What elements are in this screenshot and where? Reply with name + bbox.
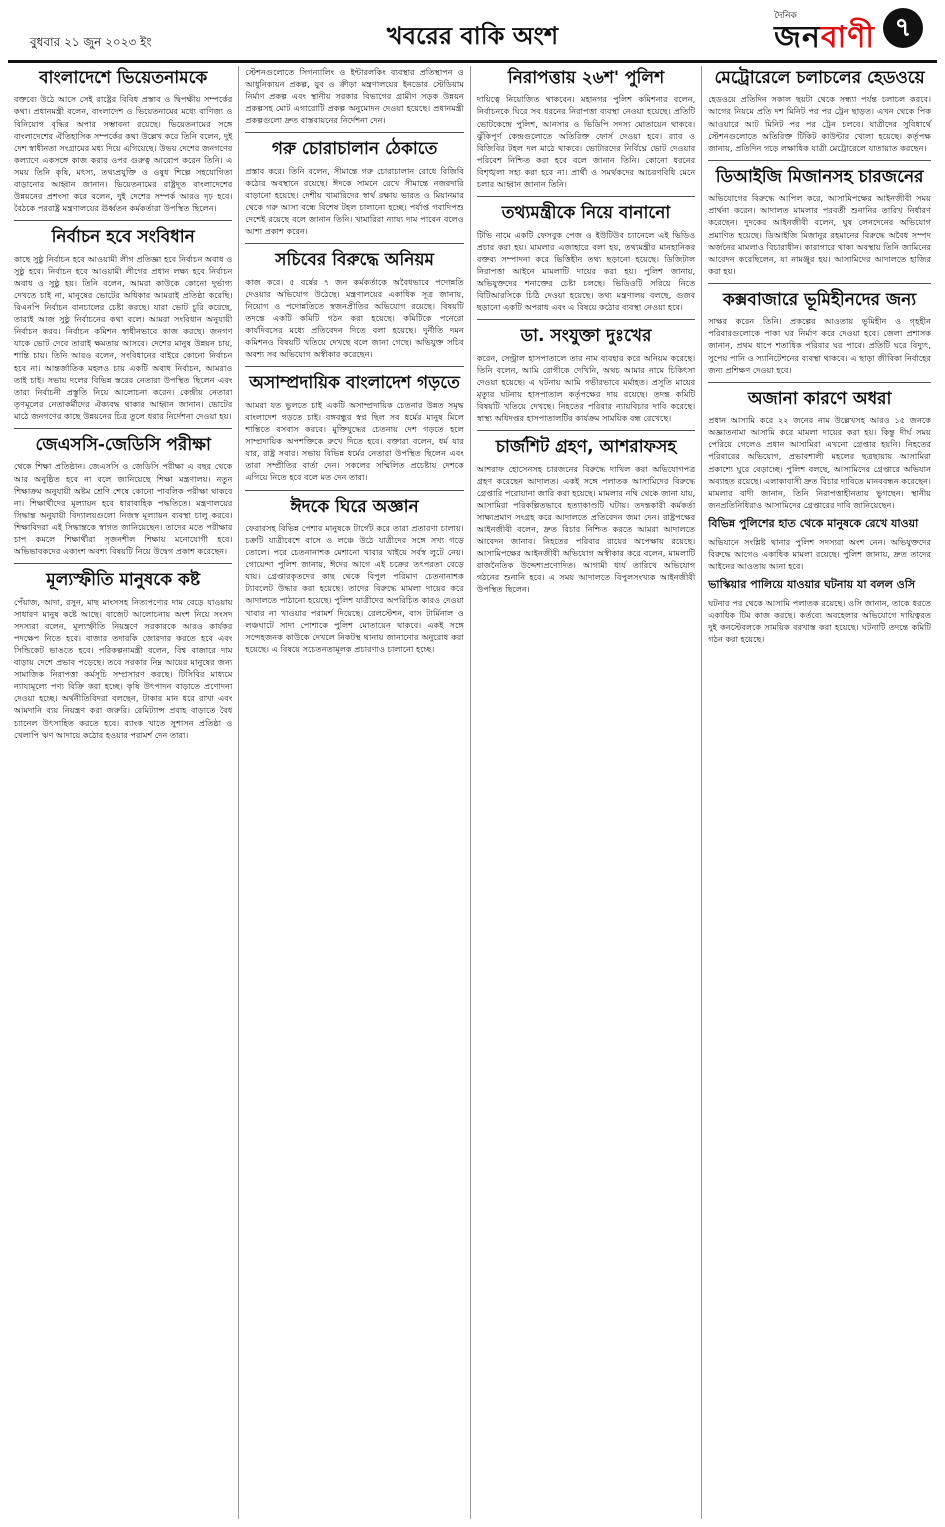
story-unknown [708, 389, 931, 646]
story-chargesheet [477, 437, 695, 595]
story-secretary [245, 250, 463, 360]
divider [477, 430, 695, 431]
headline: গরু চোরাচালান ঠেকাতে [271, 139, 438, 160]
headline: মেট্রোরেলে চলাচলের হেডওয়ে [714, 68, 925, 88]
headline: অসাম্প্রদায়িক বাংলাদেশ গড়তে [249, 373, 460, 394]
headline: তথ্যমন্ত্রীকে নিয়ে বানানো [501, 203, 671, 224]
story-coxsbazar [708, 290, 931, 376]
story-body: করেন, সেন্ট্রাল হাসপাতালে তার নাম ব্যবহার করে অনিয়ম করেছে। তিনি বলেন, আমি রোগীকে দেখিনি, অথচ আমার নামে চিকিৎসা দেওয়া হয়েছে। এ ঘটনায় আমি গভীরভাবে মর্মাহত। প্রসূতি মায়ের মৃত্যুর ঘটনায় হাসপাতাল কর্তৃপক্ষের দায় রয়েছে। তদন্ত কমিটি বিষয়টি খতিয়ে দেখছে। নিহতের পরিবার ন্যায়বিচার দাবি করেছে। স্বাস্থ্য অধিদপ্তর হাসপাতালটির কার্যক্রম সাময়িক বন্ধ রেখেছে। [476, 352, 696, 424]
story-body: অভিযানে সংশ্লিষ্ট থানার পুলিশ সদস্যরা অংশ নেন। অভিযুক্তদের বিরুদ্ধে আগেও একাধিক মামলা রয়েছে। পুলিশ জানায়, দ্রুত তাদের আইনের আওতায় আনা হবে। [708, 536, 931, 572]
divider [245, 132, 463, 133]
headline: ডিআইজি মিজানসহ চারজনের [715, 166, 924, 187]
headline: নির্বাচন হবে সংবিধান [51, 227, 195, 248]
divider [14, 220, 232, 221]
story-body: অভিযোগের বিরুদ্ধে আপিল করে, আসামিপক্ষের আইনজীবী সময় প্রার্থনা করেন। আদালত মামলার পরবর্তী শুনানির তারিখ নির্ধারণ করেছেন। দুদকের আইনজীবী বলেন, ঘুষ লেনদেনের অভিযোগ প্রমাণিত হয়েছে। ডিআইজি মিজানুর রহমানের বিরুদ্ধে অবৈধ সম্পদ অর্জনের মামলাও বিচারাধীন। কারাগারে থাকা অবস্থায় তিনি জামিনের আবেদন করেছিলেন, যা নামঞ্জুর হয়। আসামিদের আদালতে হাজির করা হয়। [708, 193, 931, 276]
story-info-minister [477, 203, 695, 313]
divider [245, 490, 463, 491]
divider [14, 428, 232, 429]
newspaper-logo [774, 8, 875, 53]
masthead [8, 0, 937, 63]
subheadline: বিভিন্ন পুলিশের হাত থেকে মানুষকে রেখে যাওয়া [708, 516, 919, 530]
headline: অজানা কারণে অধরা [747, 388, 892, 409]
headline: কক্সবাজারে ভূমিহীনদের জন্য [722, 289, 917, 310]
divider [477, 196, 695, 197]
story-body: হেডওয়ে প্রতিদিন সকাল ছয়টা থেকে সন্ধ্যা পর্যন্ত চলাচল করবে। আগের নিয়মে প্রতি দশ মিনিট পর পর ট্রেন ছাড়ত। এখন থেকে পিক আওয়ারে আট মিনিট পর পর ট্রেন চলবে। যাত্রীদের সুবিধার্থে স্টেশনগুলোতে অতিরিক্ত টিকিট কাউন্টার খোলা হয়েছে। কর্তৃপক্ষ জানায়, প্রতিদিন গড়ে লক্ষাধিক যাত্রী মেট্রোরেলে যাতায়াত করছেন। [708, 94, 931, 153]
divider [14, 563, 232, 564]
divider [708, 382, 931, 383]
column-4 [702, 66, 937, 1519]
headline: সচিবের বিরুদ্ধে অনিয়ম [275, 250, 434, 271]
story-body: দায়িত্বে নিয়োজিত থাকবেন। মহানগর পুলিশ কমিশনার বলেন, নির্বাচনকে ঘিরে সব ধরনের নিরাপত্তা ব্যবস্থা নেওয়া হয়েছে। প্রতিটি ভোটকেন্দ্রে পুলিশ, আনসার ও ভিডিপি সদস্য মোতায়েন থাকবে। ঝুঁকিপূর্ণ কেন্দ্রগুলোতে অতিরিক্ত ফোর্স দেওয়া হবে। র‌্যাব ও বিজিবির টহল দল মাঠে থাকবে। ভোটারদের নির্বিঘ্নে ভোট দেওয়ার পরিবেশ নিশ্চিত করা হবে বলে জানান তিনি। কোনো ধরনের বিশৃঙ্খলা সহ্য করা হবে না। প্রার্থী ও সমর্থকদের আচরণবিধি মেনে চলার আহ্বান জানান তিনি। [476, 94, 696, 190]
story-body: আমরা যত ভুলতে চাই একটি অসাম্প্রদায়িক চেতনার উন্নত সমৃদ্ধ বাংলাদেশ গড়তে চাই। বঙ্গবন্ধুর স্বপ্ন ছিল সব ধর্মের মানুষ মিলে শান্তিতে বসবাস করবে। মুক্তিযুদ্ধের চেতনায় দেশ গড়তে হলে সাম্প্রদায়িক অপশক্তিকে রুখে দিতে হবে। বক্তারা বলেন, ধর্ম যার যার, রাষ্ট্র সবার। সভায় বিভিন্ন ধর্মের নেতারা উপস্থিত ছিলেন এবং তারা সম্প্রীতির বার্তা দেন। সকলের সম্মিলিত প্রচেষ্টায় দেশকে এগিয়ে নিতে হবে বলে মত দেন তারা। [245, 399, 464, 483]
headline: নিরাপত্তায় ২৬শ' পুলিশ [507, 68, 665, 88]
divider [245, 366, 463, 367]
story-body: ঘটনার পর থেকে আসামি পলাতক রয়েছে। ওসি জানান, তাকে ধরতে একাধিক টিম কাজ করছে। কর্তব্যে অবহেলার অভিযোগে দায়িত্বরত দুই কনস্টেবলকে সাময়িক বরখাস্ত করা হয়েছে। ঘটনাটি তদন্তে কমিটি গঠন করা হয়েছে। [708, 598, 931, 645]
headline: জেএসসি-জেডিসি পরীক্ষা [35, 435, 211, 456]
story-body: প্রধান আসামি করে ২২ জনের নাম উল্লেখসহ আরও ১৫ জনকে অজ্ঞাতনামা আসামি করে মামলা দায়ের করা হয়। কিন্তু দীর্ঘ সময় পেরিয়ে গেলেও প্রধান আসামিরা এখনো গ্রেপ্তার হয়নি। নিহতের পরিবারের অভিযোগ, প্রভাবশালী মহলের ছত্রছায়ায় আসামিরা প্রকাশ্যে ঘুরে বেড়াচ্ছে। পুলিশ বলছে, আসামিদের গ্রেপ্তারে অভিযান অব্যাহত রয়েছে। এলাকাবাসী দ্রুত বিচার দাবিতে মানববন্ধন করেছেন। মামলার বাদী জানান, তিনি নিরাপত্তাহীনতায় ভুগছেন। স্থানীয় জনপ্রতিনিধিরাও আসামিদের গ্রেপ্তারের দাবি জানিয়েছেন। [708, 415, 931, 510]
story-dig [708, 167, 931, 277]
divider [708, 283, 931, 284]
logo-part1: জন [774, 20, 821, 55]
story-metrorail [708, 68, 931, 154]
logo-part2: বাণী [820, 20, 875, 55]
story-vietnam [14, 68, 232, 214]
section-title: খবরের বাকি অংশ [386, 22, 559, 50]
story-body: কাছে সুষ্ঠু নির্বাচন হবে আওয়ামী লীগ প্রতিজ্ঞা হবে নির্বাচন অবাধ ও সুষ্ঠু হবে। নির্বাচন হবে আওয়ামী লীগের প্রধান লক্ষ্য হবে নির্বাচন অবাধ ও সুষ্ঠু হয়। তিনি বলেন, আমরা কাউকে কোনো দুর্ভাগ্য দেখতে চাই না, মানুষের ভোটের অধিকার আমরাই প্রতিষ্ঠা করেছি। বিএনপি নির্বাচন বানচালের চেষ্টা করছে। যারা ভোট চুরি করেছে, তারাই আজ সুষ্ঠু নির্বাচনের কথা বলে। আমরা সংবিধান অনুযায়ী নির্বাচন করব। নির্বাচন কমিশন স্বাধীনভাবে কাজ করছে। জনগণ যাকে ভোট দেবে তারাই ক্ষমতায় আসবে। দেশের মানুষ উন্নয়ন চায়, শান্তি চায়। তিনি আরও বলেন, সংবিধানের বাইরে কোনো নির্বাচন হবে না। আন্তর্জাতিক মহলও চায় একটি অবাধ নির্বাচন, আমরাও তাই চাই। সভায় দলের বিভিন্ন স্তরের নেতারা উপস্থিত ছিলেন এবং তারা নির্বাচনী প্রস্তুতি নিয়ে আলোচনা করেন। কেন্দ্রীয় নেতারা তৃণমূলের নেতাকর্মীদের ঐক্যবদ্ধ থাকার আহ্বান জানান। ভোটের মাঠে জনগণের কাছে উন্নয়নের চিত্র তুলে ধরার নির্দেশনা দেওয়া হয়। [14, 253, 233, 421]
column-2 [239, 66, 470, 1519]
story-police [477, 68, 695, 190]
divider [477, 319, 695, 320]
story-body: বক্তব্যে উঠে আসে সেই রাষ্ট্রের বিবিধ প্রস্তাব ও দ্বিপক্ষীয় সম্পর্কের কথা। প্রধানমন্ত্রী বলেন, বাংলাদেশ ও ভিয়েতনামের মধ্যে বাণিজ্য ও বিনিয়োগ বৃদ্ধির অপার সম্ভাবনা রয়েছে। ভিয়েতনামের সঙ্গে বাংলাদেশের ঐতিহাসিক সম্পর্কের কথা উল্লেখ করে তিনি বলেন, দুই দেশ স্বাধীনতা সংগ্রামের মধ্য দিয়ে এগিয়েছে। উভয় দেশের জনগণের কল্যাণে একসঙ্গে কাজ করার ওপর গুরুত্ব আরোপ করেন তিনি। এ সময় তিনি কৃষি, মৎস্য, তথ্যপ্রযুক্তি ও ওষুধ শিল্পে সহযোগিতা বাড়ানোর আহ্বান জানান। ভিয়েতনামের রাষ্ট্রদূত বাংলাদেশের উন্নয়নের প্রশংসা করে বলেন, দুই দেশের সম্পর্ক আরও দৃঢ় হবে। বৈঠকে পররাষ্ট্র মন্ত্রণালয়ের ঊর্ধ্বতন কর্মকর্তারা উপস্থিত ছিলেন। [14, 94, 233, 214]
columns [8, 66, 937, 1519]
divider [708, 160, 931, 161]
issue-date: বুধবার ২১ জুন ২০২৩ ইং [30, 35, 152, 49]
story-body: সাক্ষর করেন তিনি। প্রকল্পের আওতায় ভূমিহীন ও গৃহহীন পরিবারগুলোকে পাকা ঘর নির্মাণ করে দেওয়া হবে। জেলা প্রশাসক জানান, প্রথম ধাপে শতাধিক পরিবার ঘর পাবে। প্রতিটি ঘরে বিদ্যুৎ, সুপেয় পানি ও স্যানিটেশনের ব্যবস্থা থাকবে। এ ছাড়া জীবিকা নির্বাহের জন্য প্রশিক্ষণ দেওয়া হবে। [708, 316, 931, 375]
page-number: ৭ [883, 8, 923, 48]
divider [245, 243, 463, 244]
column-3 [471, 66, 702, 1519]
subheadline: ভাস্কিয়ার পালিয়ে যাওয়ার ঘটনায় যা বলল ওসি [708, 578, 916, 592]
story-projects [245, 66, 463, 126]
headline: ঈদকে ঘিরে অজ্ঞান [290, 496, 419, 517]
story-body: প্রস্তাব করে। তিনি বলেন, সীমান্তে গরু চোরাচালান রোধে বিজিবি কঠোর অবস্থানে রয়েছে। ঈদকে সামনে রেখে সীমান্তে নজরদারি বাড়ানো হয়েছে। দেশীয় খামারিদের স্বার্থ রক্ষায় ভারত ও মিয়ানমার থেকে গরু আসা বন্ধে বিশেষ টহল চালানো হচ্ছে। পর্যাপ্ত গবাদিপশু দেশেই রয়েছে বলে জানান তিনি। খামারিরা ন্যায্য দাম পাবেন বলেও আশা প্রকাশ করেন। [245, 165, 464, 237]
story-jsc [14, 435, 232, 557]
story-body: ফেরারসহ বিভিন্ন পেশার মানুষকে টার্গেট করে তারা প্রতারণা চালায়। চক্রটি যাত্রীবেশে বাসে ও লঞ্চে উঠে যাত্রীদের সঙ্গে সখ্য গড়ে তোলে। পরে চেতনানাশক মেশানো খাবার খাইয়ে সর্বস্ব লুটে নেয়। গোয়েন্দা পুলিশ জানায়, ঈদের আগে এই চক্রের তৎপরতা বেড়ে যায়। গ্রেপ্তারকৃতদের কাছ থেকে বিপুল পরিমাণ চেতনানাশক ট্যাবলেট উদ্ধার করা হয়েছে। তাদের বিরুদ্ধে মামলা দায়ের করে আদালতে পাঠানো হয়েছে। পুলিশ যাত্রীদের অপরিচিত কারও দেওয়া খাবার না খাওয়ার পরামর্শ দিয়েছে। রেলস্টেশন, বাস টার্মিনাল ও লঞ্চঘাটে সাদা পোশাকে পুলিশ মোতায়েন থাকবে। একই সঙ্গে সন্দেহজনক কাউকে দেখলে নিকটস্থ থানায় জানানোর অনুরোধ করা হয়েছে। এ বিষয়ে সচেতনতামূলক প্রচারণাও চালানো হচ্ছে। [245, 522, 464, 654]
story-eid [245, 497, 463, 655]
story-doctor [477, 326, 695, 424]
story-cattle [245, 139, 463, 237]
headline: মূল্যস্ফীতি মানুষকে কষ্ট [46, 570, 201, 591]
headline: ডা. সংযুক্তা দুঃখের [520, 326, 652, 347]
headline: বাংলাদেশে ভিয়েতনামকে [39, 68, 208, 88]
column-1 [8, 66, 239, 1519]
story-body: থেকে শিক্ষা প্রতিষ্ঠান। জেএসসি ও জেডিসি পরীক্ষা এ বছর থেকে আর অনুষ্ঠিত হবে না বলে জানিয়েছে শিক্ষা মন্ত্রণালয়। নতুন শিক্ষাক্রম অনুযায়ী অষ্টম শ্রেণি শেষে কোনো পাবলিক পরীক্ষা থাকবে না। শিক্ষার্থীদের মূল্যায়ন হবে ধারাবাহিক পদ্ধতিতে। মন্ত্রণালয়ের সিদ্ধান্ত অনুযায়ী বিদ্যালয়গুলো নিজস্ব মূল্যায়ন ব্যবস্থা চালু করবে। শিক্ষাবিদরা এই সিদ্ধান্তকে স্বাগত জানিয়েছেন। তাদের মতে পরীক্ষার চাপ কমলে শিক্ষার্থীরা সৃজনশীল শিক্ষায় মনোযোগী হবে। অভিভাবকদের একাংশ অবশ্য বিষয়টি নিয়ে উদ্বেগ প্রকাশ করেছেন। [14, 461, 233, 557]
story-election [14, 227, 232, 422]
headline: চার্জশিট গ্রহণ, আশরাফসহ [495, 437, 677, 458]
story-body: কাজ করে। ৫ বর্ষের ৭ জন কর্মকর্তাকে অবৈধভাবে পদোন্নতি দেওয়ার অভিযোগ উঠেছে। মন্ত্রণালয়ের একাধিক সূত্র জানায়, নিয়োগ ও পদোন্নতিতে স্বজনপ্রীতির অভিযোগ রয়েছে। বিষয়টি তদন্তে একটি কমিটি গঠন করা হয়েছে। কমিটিকে পনেরো কার্যদিবসের মধ্যে প্রতিবেদন দিতে বলা হয়েছে। দুর্নীতি দমন কমিশনও বিষয়টি খতিয়ে দেখছে বলে জানা গেছে। অভিযুক্ত সচিব অবশ্য সব অভিযোগ অস্বীকার করেছেন। [245, 276, 464, 360]
story-secular [245, 373, 463, 483]
logo-brand [774, 20, 875, 55]
story-body: পেঁয়াজ, আদা, রসুন, মাছ মাংসসহ নিত্যপণ্যের দাম বেড়ে যাওয়ায় সাধারণ মানুষ কষ্টে আছে। বাজেট আলোচনায় অংশ নিয়ে সংসদ সদস্যরা বলেন, মূল্যস্ফীতি নিয়ন্ত্রণে সরকারকে আরও কার্যকর পদক্ষেপ নিতে হবে। বাজার তদারকি জোরদার করতে হবে এবং সিন্ডিকেট ভাঙতে হবে। পরিকল্পনামন্ত্রী বলেন, বিশ্ব বাজারে দাম বাড়ায় দেশে প্রভাব পড়েছে। তবে সরকার নিম্ন আয়ের মানুষের জন্য সামাজিক নিরাপত্তা কর্মসূচি সম্প্রসারণ করছে। টিসিবির মাধ্যমে ন্যায্যমূল্যে পণ্য বিক্রি করা হচ্ছে। কৃষি উৎপাদন বাড়াতে প্রণোদনা দেওয়া হচ্ছে। অর্থনীতিবিদরা বলছেন, টাকার মান ধরে রাখা এবং আমদানি ব্যয় নিয়ন্ত্রণ করা জরুরি। রেমিট্যান্স প্রবাহ বাড়াতে বৈধ চ্যানেল উৎসাহিত করতে হবে। ব্যাংক খাতে সুশাসন প্রতিষ্ঠা ও খেলাপি ঋণ আদায়ে কঠোর হওয়ার পরামর্শ দেন তারা। [14, 596, 233, 740]
logo-small-text: দৈনিক [774, 11, 797, 21]
story-body: স্টেশনগুলোতে সিগন্যালিং ও ইন্টারলকিং ব্যবস্থার প্রতিস্থাপন ও আধুনিকায়ন প্রকল্প, যুব ও ক্রীড়া মন্ত্রণালয়ের ইনডোর স্টেডিয়াম নির্মাণ প্রকল্প এবং স্থানীয় সরকার বিভাগের গ্রামীণ সড়ক উন্নয়ন প্রকল্পসহ মোট এগারোটি প্রকল্প অনুমোদন দেওয়া হয়েছে। প্রধানমন্ত্রী প্রকল্পগুলো দ্রুত বাস্তবায়নের নির্দেশনা দেন। [245, 67, 464, 126]
story-body: আশরাফ হোসেনসহ চারজনের বিরুদ্ধে দাখিল করা অভিযোগপত্র গ্রহণ করেছেন আদালত। একই সঙ্গে পলাতক আসামিদের বিরুদ্ধে গ্রেপ্তারি পরোয়ানা জারি করা হয়েছে। মামলার নথি থেকে জানা যায়, আসামিরা পরিকল্পিতভাবে হত্যাকাণ্ডটি ঘটায়। তদন্তকারী কর্মকর্তা সাক্ষ্যপ্রমাণ সংগ্রহ করে আদালতে প্রতিবেদন জমা দেন। রাষ্ট্রপক্ষের আইনজীবী বলেন, দ্রুত বিচার নিশ্চিত করতে আমরা আদালতে আবেদন জানাব। নিহতের পরিবার রায়ের অপেক্ষায় রয়েছে। আসামিপক্ষের আইনজীবী অভিযোগ অস্বীকার করে বলেন, মামলাটি রাজনৈতিক উদ্দেশ্যপ্রণোদিত। আগামী ধার্য তারিখে অভিযোগ গঠনের শুনানি হবে। এ সময় আদালতে বিপুলসংখ্যক আইনজীবী উপস্থিত ছিলেন। [476, 463, 696, 595]
story-inflation [14, 570, 232, 741]
story-body: টিভি নামে একটি ফেসবুক পেজ ও ইউটিউব চ্যানেলে এই ভিডিও প্রচার করা হয়। মামলার এজাহারে বলা হয়, তথ্যমন্ত্রীর মানহানিকর বক্তব্য সম্পাদনা করে ভিত্তিহীন তথ্য ছড়ানো হয়েছে। ডিজিটাল নিরাপত্তা আইনে মামলাটি দায়ের করা হয়। পুলিশ জানায়, অভিযুক্তদের শনাক্তের চেষ্টা চলছে। ভিডিওটি সরিয়ে নিতে বিটিআরসিকে চিঠি দেওয়া হয়েছে। তথ্য মন্ত্রণালয় বলছে, গুজব ছড়ানো একটি অপরাধ এবং এ বিষয়ে কঠোর ব্যবস্থা নেওয়া হবে। [476, 229, 696, 313]
